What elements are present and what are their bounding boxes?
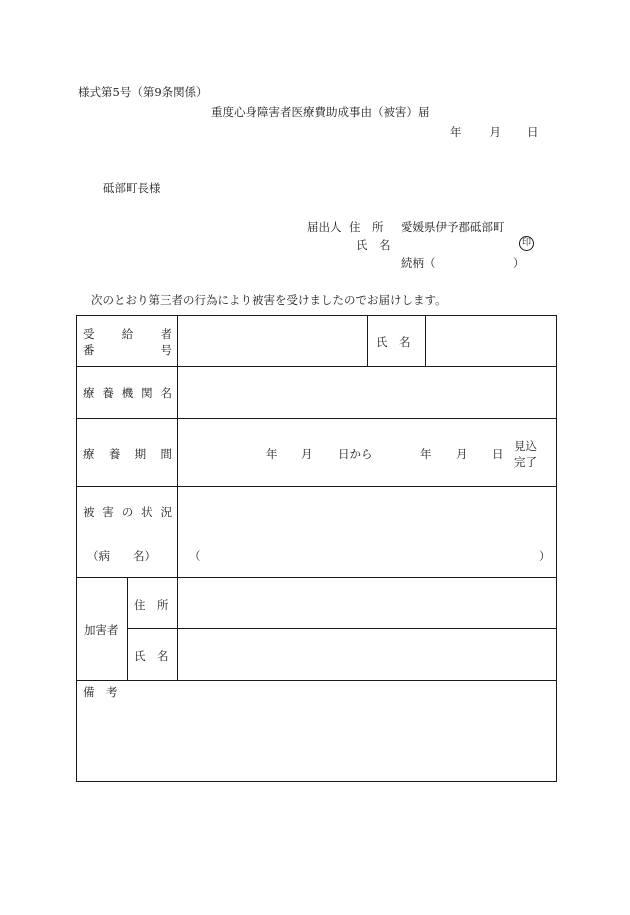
name-label: 氏 名 <box>376 335 411 349</box>
disease-open-paren: （ <box>189 549 201 563</box>
recipient-number-label-line2: 番 号 <box>83 343 172 357</box>
date-day: 日 <box>527 125 539 139</box>
period-from-year: 年 <box>266 447 278 461</box>
name-field[interactable] <box>426 317 555 365</box>
date-line <box>450 124 539 140</box>
damage-field[interactable] <box>178 487 555 539</box>
remarks-field[interactable] <box>78 701 555 780</box>
addressee: 砥部町長様 <box>103 181 161 195</box>
seal-mark: 印 <box>519 236 534 251</box>
damage-label: 被 害 の 状 況 <box>83 505 172 519</box>
applicant-address-value[interactable]: 愛媛県伊予郡砥部町 <box>401 220 505 234</box>
remarks-label: 備 考 <box>83 685 118 699</box>
period-status-estimated[interactable]: 見込 <box>514 439 537 453</box>
row-divider <box>77 418 556 419</box>
period-from-month: 月 <box>301 447 313 461</box>
applicant-address-label: 住 所 <box>349 220 384 234</box>
applicant-relation-label: 続柄（ <box>401 256 436 270</box>
recipient-number-field[interactable] <box>178 317 366 365</box>
period-label: 療 養 期 間 <box>83 447 172 461</box>
disease-close-paren: ） <box>539 549 551 563</box>
document-title: 重度心身障害者医療費助成事由（被害）届 <box>211 105 430 119</box>
column-divider <box>367 316 368 366</box>
perpetrator-address-field[interactable] <box>178 578 555 627</box>
perpetrator-name-label: 氏 名 <box>134 649 169 663</box>
institution-field[interactable] <box>178 367 555 417</box>
applicant-relation-close: ） <box>513 256 525 270</box>
disease-label: （病 名） <box>87 549 156 563</box>
applicant-name-label: 氏 名 <box>356 238 391 252</box>
form-table <box>76 315 557 782</box>
row-divider <box>77 680 556 681</box>
date-year: 年 <box>450 125 462 139</box>
perpetrator-label: 加害者 <box>84 623 119 637</box>
period-to-month: 月 <box>456 447 468 461</box>
period-from-day: 日から <box>338 447 373 461</box>
intro-text: 次のとおり第三者の行為により被害を受けましたのでお届けします。 <box>91 293 447 307</box>
form-number: 様式第5号（第9条関係） <box>78 85 208 99</box>
period-status-completed[interactable]: 完了 <box>514 455 537 469</box>
period-to-day: 日 <box>492 447 504 461</box>
perpetrator-address-label: 住 所 <box>134 598 169 612</box>
perpetrator-name-field[interactable] <box>178 629 555 679</box>
applicant-block <box>307 218 525 272</box>
date-month: 月 <box>489 125 501 139</box>
period-to-year: 年 <box>420 447 432 461</box>
recipient-number-label-line1: 受 給 者 <box>83 327 172 341</box>
institution-label: 療 養 機 関 名 <box>83 386 172 400</box>
applicant-label: 届出人 <box>307 220 342 234</box>
column-divider <box>127 577 128 680</box>
